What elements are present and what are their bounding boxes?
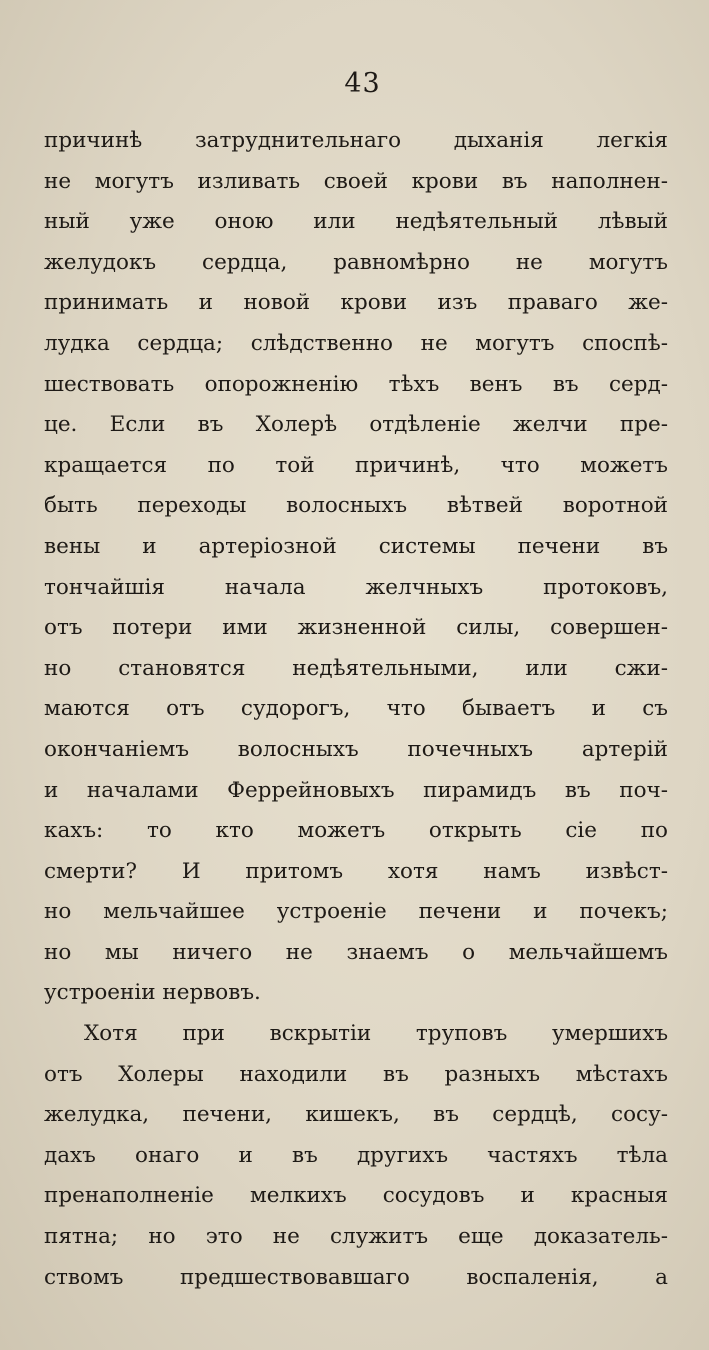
text-line: но мельчайшее устроеніе печени и почекъ; [44, 899, 668, 925]
text-line: но становятся недѣятельными, или сжи- [44, 655, 668, 681]
body-text [44, 121, 668, 1298]
text-line: отъ потери ими жизненной силы, совершен- [44, 615, 668, 641]
text-line: тончайшія начала желчныхъ протоковъ, [44, 574, 668, 600]
text-line: маются отъ судорогъ, что бываетъ и съ [44, 696, 668, 722]
text-line: вены и артеріозной системы печени въ [44, 533, 668, 559]
paragraph-2 [44, 1014, 668, 1298]
text-line: быть переходы волосныхъ вѣтвей воротной [44, 493, 668, 519]
text-line: кахъ: то кто можетъ открыть сіе по [44, 818, 668, 844]
text-line: желудка, печени, кишекъ, въ сердцѣ, сосу- [44, 1102, 668, 1128]
text-line: ный уже оною или недѣятельный лѣвый [44, 209, 668, 235]
text-line: смерти? И притомъ хотя намъ извѣст- [44, 858, 668, 884]
text-line: но мы ничего не знаемъ о мельчайшемъ [44, 939, 668, 965]
text-line: окончаніемъ волосныхъ почечныхъ артерій [44, 736, 668, 762]
text-line: лудка сердца; слѣдственно не могутъ споспѣ- [44, 330, 668, 356]
page-number: 43 [344, 68, 381, 99]
text-line: ствомъ предшествовавшаго воспаленія, а [44, 1264, 668, 1290]
text-line: пятна; но это не служитъ еще доказатель- [44, 1224, 668, 1250]
text-line: желудокъ сердца, равномѣрно не могутъ [44, 249, 668, 275]
text-line: шествовать опорожненію тѣхъ венъ въ серд- [44, 371, 668, 397]
paragraph-1 [44, 121, 668, 1014]
text-line: не могутъ изливать своей крови въ наполнен- [44, 168, 668, 194]
text-line: це. Если въ Холерѣ отдѣленіе желчи пре- [44, 412, 668, 438]
text-line: причинѣ затруднительнаго дыханія легкія [44, 128, 668, 153]
text-line: пренаполненіе мелкихъ сосудовъ и красныя [44, 1183, 668, 1209]
text-line: устроеніи нервовъ. [44, 980, 261, 1006]
text-line: Хотя при вскрытіи труповъ умершихъ [84, 1021, 668, 1047]
text-line: и началами Феррейновыхъ пирамидъ въ поч- [44, 777, 668, 803]
text-line: принимать и новой крови изъ праваго же- [44, 290, 668, 316]
text-line: кращается по той причинѣ, что можетъ [44, 452, 668, 478]
text-line: отъ Холеры находили въ разныхъ мѣстахъ [44, 1061, 668, 1087]
text-line: дахъ онаго и въ другихъ частяхъ тѣла [44, 1142, 668, 1168]
